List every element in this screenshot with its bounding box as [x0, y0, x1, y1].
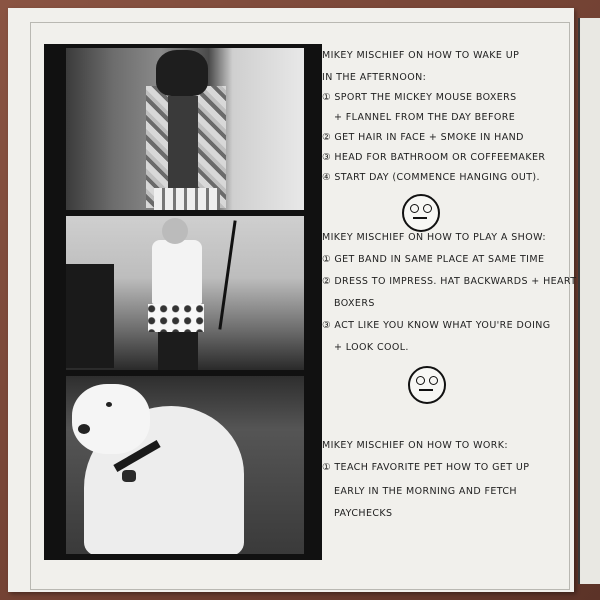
section1-line: ③ HEAD FOR BATHROOM OR COFFEEMAKER — [322, 152, 546, 163]
section1-line: + FLANNEL FROM THE DAY BEFORE — [334, 112, 516, 123]
mic-stand — [218, 220, 236, 329]
section1-line: ④ START DAY (COMMENCE HANGING OUT). — [322, 172, 540, 183]
head — [162, 218, 188, 244]
photo-dog — [66, 376, 304, 554]
section3-line: EARLY IN THE MORNING AND FETCH — [334, 486, 517, 497]
hair — [156, 50, 208, 96]
dog-nose — [78, 424, 90, 434]
amplifier — [66, 264, 114, 368]
section1-title: MIKEY MISCHIEF ON HOW TO WAKE UP — [322, 50, 520, 61]
undershirt — [168, 96, 198, 188]
dog-head — [72, 384, 150, 454]
smiley-face-icon — [408, 366, 446, 404]
tank-top — [152, 240, 202, 304]
section2-line: BOXERS — [334, 298, 375, 309]
section3-title: MIKEY MISCHIEF ON HOW TO WORK: — [322, 440, 508, 451]
section2-line: + LOOK COOL. — [334, 342, 409, 353]
photo-morning — [66, 48, 304, 210]
section2-line: ① GET BAND IN SAME PLACE AT SAME TIME — [322, 254, 545, 265]
photo-strip — [44, 44, 322, 560]
dog-eye — [106, 402, 112, 407]
legs — [158, 332, 198, 370]
booklet-page — [8, 8, 577, 592]
boxers — [154, 188, 220, 210]
heart-boxers — [148, 304, 204, 332]
section2-title: MIKEY MISCHIEF ON HOW TO PLAY A SHOW: — [322, 232, 546, 243]
section1-line: ② GET HAIR IN FACE + SMOKE IN HAND — [322, 132, 524, 143]
section2-line: ② DRESS TO IMPRESS. HAT BACKWARDS + HEART — [322, 276, 577, 287]
next-page-edge — [578, 18, 600, 584]
section1-line: IN THE AFTERNOON: — [322, 72, 427, 83]
photo-show — [66, 216, 304, 370]
smiley-face-icon — [402, 194, 440, 232]
section1-line: ① SPORT THE MICKEY MOUSE BOXERS — [322, 92, 517, 103]
dog-tag — [122, 470, 136, 482]
section2-line: ③ ACT LIKE YOU KNOW WHAT YOU'RE DOING — [322, 320, 551, 331]
section3-line: ① TEACH FAVORITE PET HOW TO GET UP — [322, 462, 530, 473]
section3-line: PAYCHECKS — [334, 508, 393, 519]
